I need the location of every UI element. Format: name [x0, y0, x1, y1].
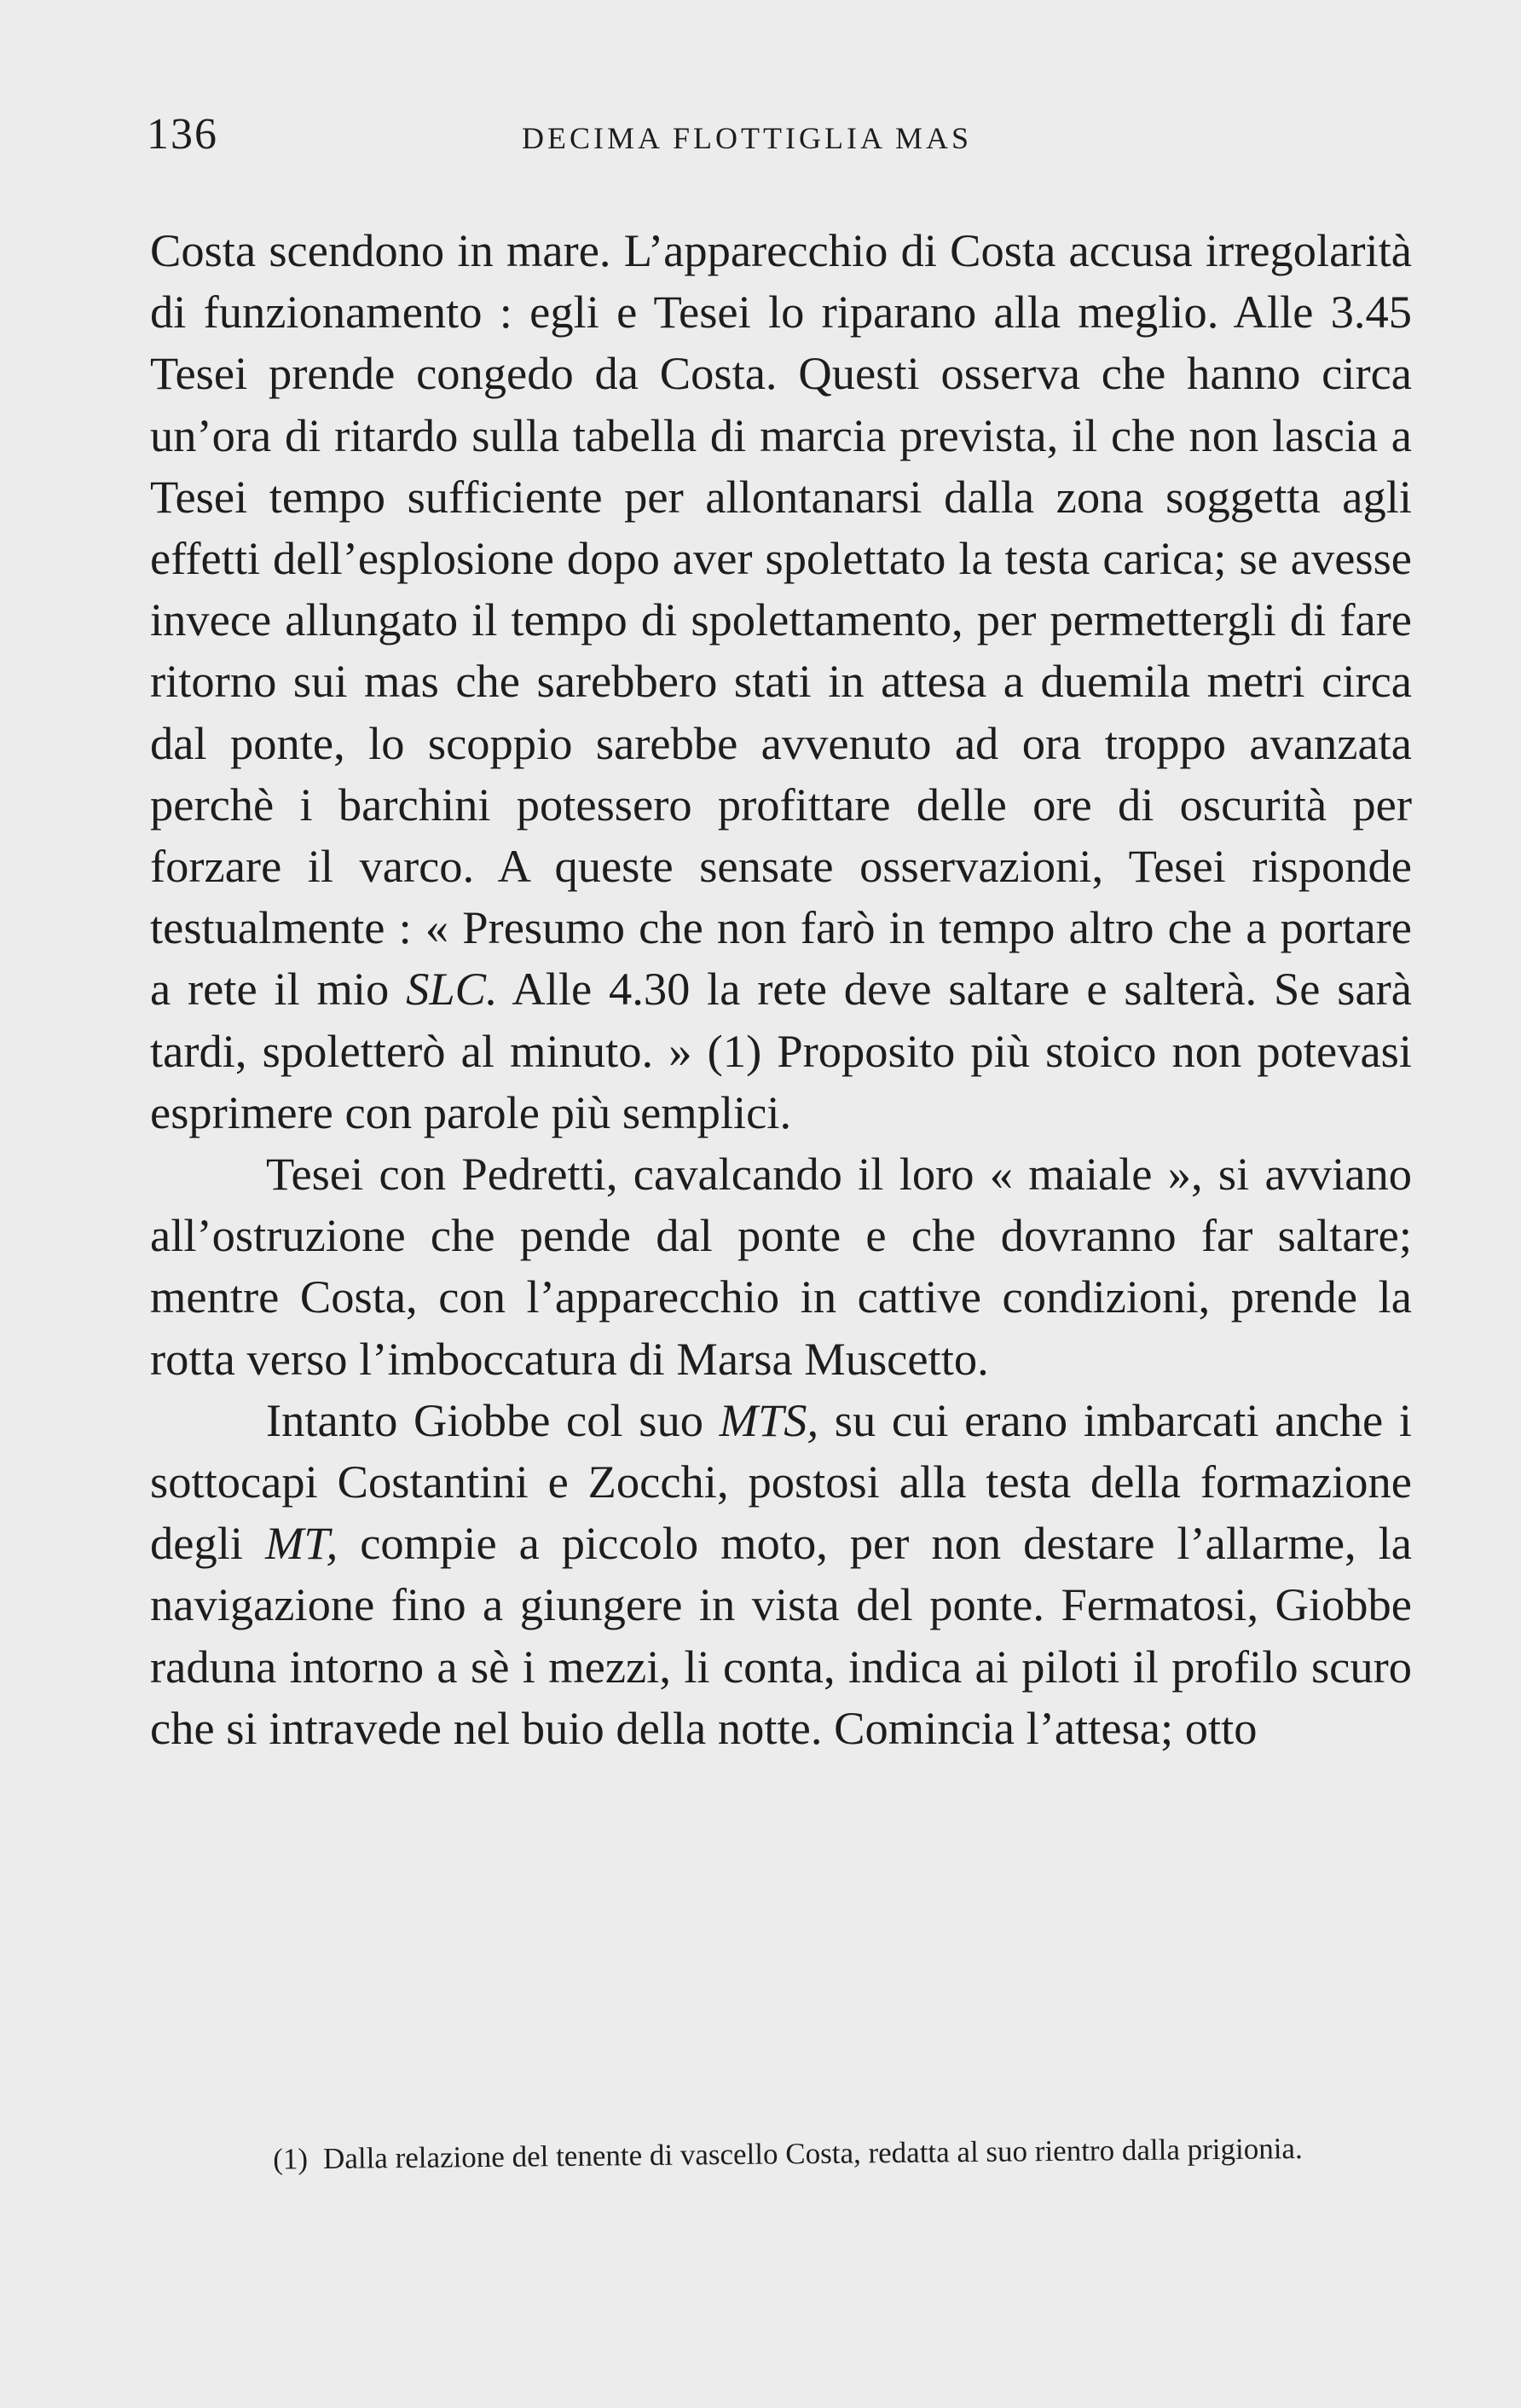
- paragraph-1-italic-slc: SLC.: [406, 963, 498, 1016]
- paragraph-3-text-a: Intanto Giobbe col suo: [266, 1393, 720, 1446]
- paragraph-3-italic-mt: MT,: [264, 1517, 338, 1570]
- body-text: [150, 220, 1412, 1759]
- paragraph-2: Tesei con Pedretti, cavalcando il loro « maiale », si avviano all’ostruzione che pende dal ponte e che dovranno far saltare; mentre Costa, con l’apparecchio in cattive condizioni, prende la rotta verso l’imboccatura di Marsa Muscetto.: [150, 1148, 1412, 1385]
- running-head: DECIMA FLOTTIGLIA MAS: [522, 121, 973, 155]
- paragraph-3-text-b: su cui erano imbarcati anche i sottocapi Costantini e Zocchi, postosi alla testa della formazione degli: [150, 1393, 1412, 1570]
- paragraph-3-italic-mts: MTS,: [719, 1393, 819, 1446]
- footnote-paragraph: [162, 2127, 1411, 2181]
- footnote: [162, 2127, 1411, 2181]
- paragraph-1: [150, 220, 1412, 1143]
- page-header: [147, 110, 1342, 172]
- footnote-marker: (1): [273, 2142, 309, 2176]
- paragraph-1-text: Costa scendono in mare. L’apparecchio di Costa accusa irregolarità di funzionamento : egli e Tesei lo riparano alla meglio. Alle 3.45 Tesei prende congedo da Costa. Questi osserva che hanno circa un’ora di ritardo sulla tabella di marcia prevista, il che non lascia a Tesei tempo sufficiente per allontanarsi dalla zona soggetta agli effetti dell’esplosione dopo aver spolettato la testa carica; se avesse invece allungato il tempo di spolettamento, per permettergli di fare ritorno sui mas che sarebbero stati in attesa a duemila metri circa dal ponte, lo scoppio sarebbe avvenuto ad ora troppo avanzata perchè i barchini potessero profittare delle ore di oscurità per forzare il varco. A queste sensate osservazioni, Tesei risponde testualmente : « Presumo che non farò in tempo altro che a portare a rete il mio: [150, 224, 1412, 1016]
- paragraph-3: [150, 1390, 1412, 1759]
- paragraph-3-text-c: compie a piccolo moto, per non destare l’allarme, la navigazione fino a giungere in vista del ponte. Fermatosi, Giobbe raduna intorno a sè i mezzi, li conta, indica ai piloti il profilo scuro che si intravede nel buio della notte. Comincia l’attesa; otto: [150, 1517, 1412, 1754]
- page-number: 136: [147, 110, 218, 159]
- paragraph-1-continuation: Alle 4.30 la rete deve saltare e salterà. Se sarà tardi, spoletterò al minuto. » (1) Proposito più stoico non potevasi esprimere con parole più semplici.: [150, 963, 1412, 1138]
- footnote-text: Dalla relazione del tenente di vascello Costa, redatta al suo rientro dalla prigionia.: [322, 2131, 1303, 2176]
